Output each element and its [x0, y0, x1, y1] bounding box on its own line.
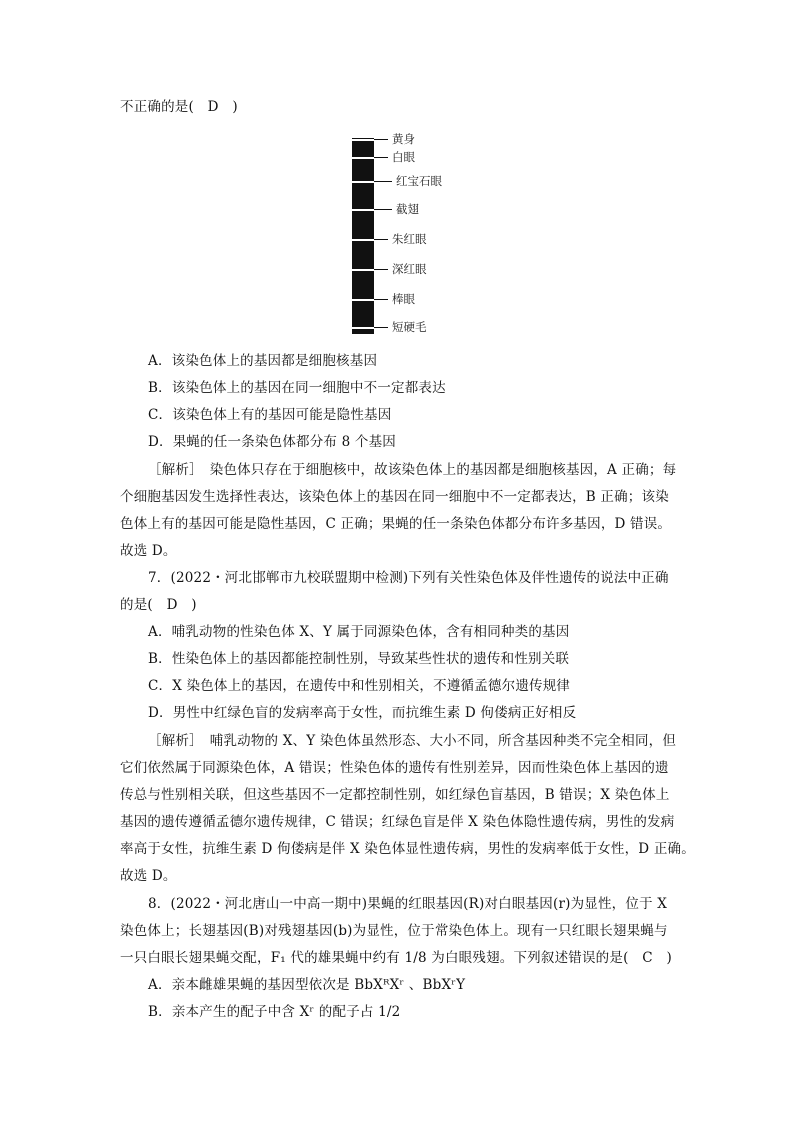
gene-label: 黄身: [392, 132, 415, 146]
q6-option-d: D．果蝇的任一条染色体都分布 8 个基因: [148, 434, 396, 450]
gene-label: 深红眼: [392, 262, 427, 276]
gene-locus-line: [374, 157, 388, 158]
gene-locus-line: [374, 181, 392, 182]
gene-locus-line: [374, 139, 388, 140]
q7-explanation: 率高于女性，抗维生素 D 佝偻病是伴 X 染色体显性遗传病，男性的发病率低于女性，D 正确。: [120, 841, 695, 857]
chromosome-band: [352, 269, 374, 271]
q6-explanation: 个细胞基因发生选择性表达，该染色体上的基因在同一细胞中不一定都表达，B 正确；该染: [120, 489, 669, 505]
chromosome-band: [352, 327, 374, 329]
q7-explanation: 传总与性别相关联，但这些基因不一定都控制性别，如红绿色盲基因，B 错误；X 染色体上: [120, 787, 670, 803]
q7-explanation: 它们依然属于同源染色体，A 错误；性染色体的遗传有性别差异，因而性染色体上基因的遗: [120, 760, 669, 776]
q6-option-a: A．该染色体上的基因都是细胞核基因: [148, 353, 378, 369]
q6-explanation: 色体上有的基因可能是隐性基因，C 正确；果蝇的任一条染色体都分布许多基因，D 错误。: [120, 516, 672, 532]
gene-locus-line: [374, 327, 388, 328]
chromosome-band: [352, 139, 374, 141]
gene-locus-line: [374, 269, 388, 270]
q7-explanation: 故选 D。: [120, 868, 177, 884]
q7-explanation: 基因的遗传遵循孟德尔遗传规律，C 错误；红绿色盲是伴 X 染色体隐性遗传病，男性的发病: [120, 814, 675, 830]
q7-stem: 的是( D ): [120, 597, 197, 613]
q7-stem: 7．(2022・河北邯郸市九校联盟期中检测)下列有关性染色体及伴性遗传的说法中正确: [148, 570, 669, 586]
gene-label: 朱红眼: [392, 232, 427, 246]
chromosome-diagram: [340, 128, 480, 338]
q7-explanation: ［解析］ 哺乳动物的 X、Y 染色体虽然形态、大小不同，所含基因种类不完全相同，但: [148, 733, 677, 749]
gene-locus-line: [374, 239, 388, 240]
gene-locus-line: [374, 299, 388, 300]
chromosome-band: [352, 157, 374, 159]
chromosome-band: [352, 181, 374, 183]
q6-stem-tail: 不正确的是( D ): [120, 99, 238, 115]
q6-explanation: 故选 D。: [120, 543, 177, 559]
chromosome-band: [352, 299, 374, 301]
q8-stem: 一只白眼长翅果蝇交配，F₁ 代的雄果蝇中约有 1/8 为白眼残翅。下列叙述错误的是( C ): [120, 950, 672, 966]
chromosome-band: [352, 209, 374, 211]
chromosome-bar: [352, 138, 374, 334]
q6-option-c: C．该染色体上有的基因可能是隐性基因: [148, 407, 392, 423]
q7-option-c: C．X 染色体上的基因，在遗传中和性别相关，不遵循孟德尔遗传规律: [148, 678, 571, 694]
gene-label: 红宝石眼: [396, 174, 442, 188]
q7-option-d: D．男性中红绿色盲的发病率高于女性，而抗维生素 D 佝偻病正好相反: [148, 705, 577, 721]
q8-stem: 染色体上；长翅基因(B)对残翅基因(b)为显性，位于常染色体上。现有一只红眼长翅果蝇与: [120, 923, 668, 939]
q8-option-a: A．亲本雌雄果蝇的基因型依次是 BbXᴿXʳ 、BbXʳY: [148, 977, 466, 993]
chromosome-band: [352, 239, 374, 241]
q8-option-b: B．亲本产生的配子中含 Xʳ 的配子占 1/2: [148, 1004, 401, 1020]
gene-label: 截翅: [396, 202, 419, 216]
q6-explanation: ［解析］ 染色体只存在于细胞核中，故该染色体上的基因都是细胞核基因，A 正确；每: [148, 462, 677, 478]
q6-option-b: B．该染色体上的基因在同一细胞中不一定都表达: [148, 380, 446, 396]
gene-label: 白眼: [392, 150, 415, 164]
gene-label: 棒眼: [392, 292, 415, 306]
q8-stem: 8．(2022・河北唐山一中高一期中)果蝇的红眼基因(R)对白眼基因(r)为显性，位于 X: [148, 896, 668, 912]
gene-locus-line: [374, 209, 392, 210]
gene-label: 短硬毛: [392, 320, 427, 334]
q7-option-b: B．性染色体上的基因都能控制性别，导致某些性状的遗传和性别关联: [148, 651, 570, 667]
q7-option-a: A．哺乳动物的性染色体 X、Y 属于同源染色体，含有相同种类的基因: [148, 624, 570, 640]
